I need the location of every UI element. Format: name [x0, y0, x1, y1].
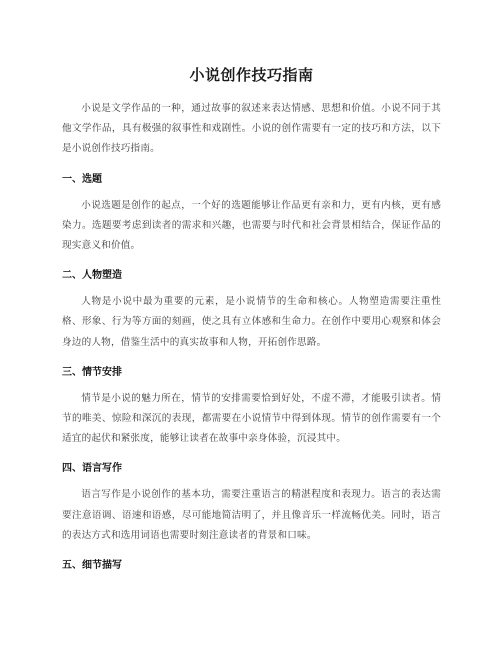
section-detail [62, 558, 441, 574]
section-heading: 五、细节描写 [62, 560, 122, 572]
section-paragraph: 情节是小说的魅力所在，情节的安排需要恰到好处，不虚不滞，才能吸引读者。情节的唯美、惊险和深沉的表现，都需要在小说情节中得到体现。情节的创作需要有一个适宜的起伏和紧张度，能够让读者在故事中亲身体验，沉浸其中。 [62, 392, 441, 445]
section-heading: 三、情节安排 [62, 366, 122, 378]
section-character [62, 268, 441, 353]
section-heading: 一、选题 [62, 173, 102, 185]
section-language [62, 461, 441, 546]
section-paragraph: 语言写作是小说创作的基本功，需要注重语言的精湛程度和表现力。语言的表达需要注意语调、语速和语感，尽可能地简洁明了，并且像音乐一样流畅优美。同时，语言的表达方式和选用词语也需要时刻注意读者的背景和口味。 [62, 489, 441, 541]
section-topic [62, 172, 441, 257]
section-paragraph: 小说选题是创作的起点，一个好的选题能够让作品更有亲和力，更有内核，更有感染力。选题要考虑到读者的需求和兴趣，也需要与时代和社会背景相结合，保证作品的现实意义和价值。 [62, 199, 441, 252]
intro-paragraph: 小说是文学作品的一种，通过故事的叙述来表达情感、思想和价值。小说不同于其他文学作品，具有极强的叙事性和戏剧性。小说的创作需要有一定的技巧和方法，以下是小说创作技巧指南。 [62, 103, 441, 155]
section-paragraph: 人物是小说中最为重要的元素，是小说情节的生命和核心。人物塑造需要注重性格、形象、行为等方面的刻画，使之具有立体感和生命力。在创作中要用心观察和体会身边的人物，借鉴生活中的真实故事和人物，开拓创作思路。 [62, 296, 441, 348]
section-heading: 二、人物塑造 [62, 270, 122, 282]
document-title: 小说创作技巧指南 [189, 66, 314, 84]
section-plot [62, 365, 441, 450]
section-heading: 四、语言写作 [62, 463, 122, 475]
